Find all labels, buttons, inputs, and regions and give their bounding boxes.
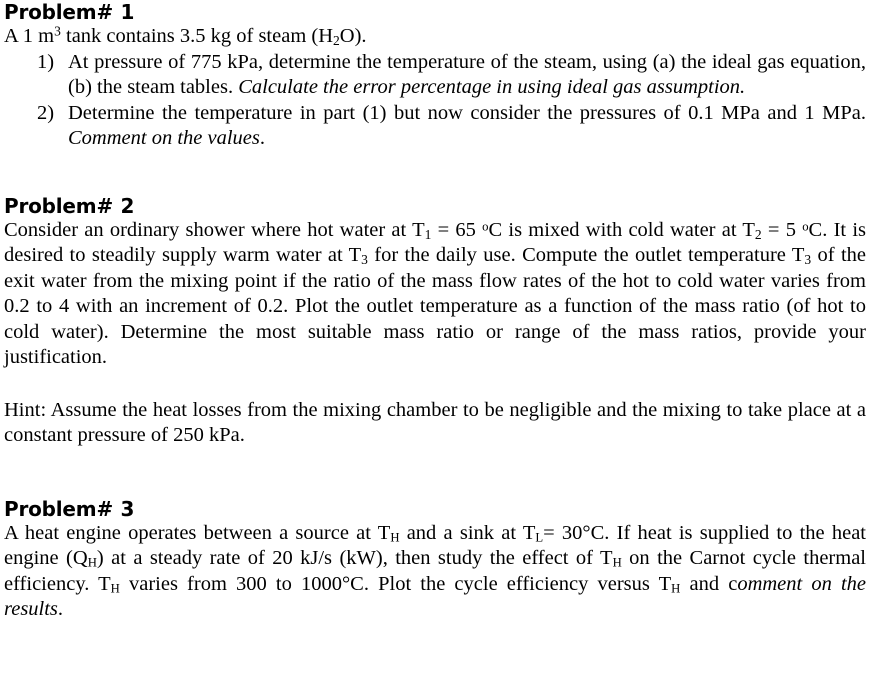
problem-1-list-marker-2: 2) (37, 101, 55, 124)
problem-3-subscript-qh: H (87, 555, 97, 570)
problem-3-seg-1: A heat engine operates between a source at T (4, 521, 391, 544)
problem-2-seg-3: C is mixed with cold water at T (488, 218, 755, 241)
problem-1-heading-word: Problem (4, 0, 97, 24)
problem-3-subscript-th-1: H (390, 529, 400, 544)
problem-1-item-1-emphasis: Calculate the error percentage in using ideal gas assumption. (238, 76, 746, 98)
problem-1-heading-hash: # (96, 0, 114, 24)
problem-3-paragraph (4, 521, 866, 623)
problem-3-seg-5: on the Carnot cycle thermal efficiency. T (4, 547, 866, 595)
problem-3-emphasis: omment on the results (4, 572, 867, 620)
problem-2-seg-7: of the exit water from the mixing point if the ratio of the mass flow rates of the hot to cold water varies from 0.2 to 4 with an increment of 0.2. Plot the outlet temperature as a function of the mass ratio (of hot to cold water). Determine the most suitable mass ratio or range of the mass ratios, provide your justification. (4, 244, 866, 368)
problem-3-subscript-tl: L (535, 529, 544, 544)
problem-3-heading-number: 3 (120, 496, 135, 521)
problem-3-heading (4, 497, 866, 521)
problem-2-degree-1: o (482, 219, 489, 234)
problem-3-seg-2: and a sink at T (399, 521, 536, 544)
problem-2-seg-6: for the daily use. Compute the outlet temperature T (367, 244, 805, 266)
problem-2-heading-hash: # (96, 193, 114, 218)
problem-2-paragraph (4, 218, 866, 371)
hint-gap (4, 371, 866, 398)
problem-1-heading (4, 0, 866, 24)
problem-1-item-1-text: At pressure of 775 kPa, determine the temperature of the steam, using (a) the ideal gas equation, (b) the steam tables. (68, 50, 866, 98)
problem-1-list-item-1 (4, 50, 866, 101)
problem-1-list (4, 50, 866, 152)
problem-1-intro-exponent: 3 (54, 23, 61, 39)
problem-1-intro-subscript: 2 (333, 32, 340, 48)
problem-2-hint: Hint: Assume the heat losses from the mixing chamber to be negligible and the mixing to take place at a constant pressure of 250 kPa. (4, 398, 866, 446)
problem-3-seg-4: ) at a steady rate of 20 kJ/s (kW), then study the effect of T (96, 547, 613, 569)
problem-2-subscript-t3b: 3 (804, 251, 812, 267)
problem-2-subscript-t3a: 3 (361, 251, 368, 267)
problem-2-heading (4, 194, 866, 218)
problem-2-subscript-t2: 2 (754, 226, 762, 242)
problem-3-seg-6: varies from 300 to 1000°C. Plot the cycle efficiency versus T (119, 572, 672, 595)
problem-3-subscript-th-2: H (612, 555, 622, 570)
problem-3-heading-word: Problem (4, 496, 97, 521)
problem-1-item-2-emphasis: Comment on the values (68, 127, 260, 149)
document-body (4, 0, 866, 623)
problem-1-intro-text-b: tank contains 3.5 kg of steam (H (60, 25, 334, 47)
problem-1-item-2-text: Determine the temperature in part (1) but now consider the pressures of 0.1 MPa and 1 MPa. (68, 101, 866, 124)
problem-1-intro-text-a: A 1 m (4, 25, 55, 47)
problem-3-tail: . (57, 598, 64, 620)
problem-3-subscript-th-3: H (110, 580, 120, 595)
problem-2-subscript-t1: 1 (424, 226, 432, 242)
problem-3-seg-3: = 30°C. If heat is supplied to the heat engine (Q (4, 521, 866, 569)
problem-2-heading-number: 2 (120, 193, 135, 218)
problem-1-heading-number: 1 (120, 0, 135, 24)
problem-1-item-2-tail: . (259, 127, 265, 149)
problem-2-seg-5: C. It is desired to steadily supply warm water at T (4, 218, 867, 266)
section-gap-1 (4, 152, 866, 194)
problem-1-list-item-2 (4, 101, 866, 152)
problem-2-seg-1: Consider an ordinary shower where hot water at T (4, 218, 425, 241)
problem-2-seg-4: = 5 (761, 218, 803, 241)
problem-1-intro (4, 24, 866, 50)
problem-1-list-marker-1: 1) (37, 50, 55, 73)
problem-1-intro-text-c: O). (339, 25, 367, 47)
problem-3-heading-hash: # (96, 496, 114, 521)
problem-3-subscript-th-4: H (671, 580, 681, 595)
problem-2-heading-word: Problem (4, 193, 97, 218)
problem-3-seg-7: and c (680, 572, 738, 595)
problem-2-seg-2: = 65 (431, 218, 483, 241)
section-gap-2 (4, 449, 866, 497)
problem-2-degree-2: o (802, 219, 809, 234)
